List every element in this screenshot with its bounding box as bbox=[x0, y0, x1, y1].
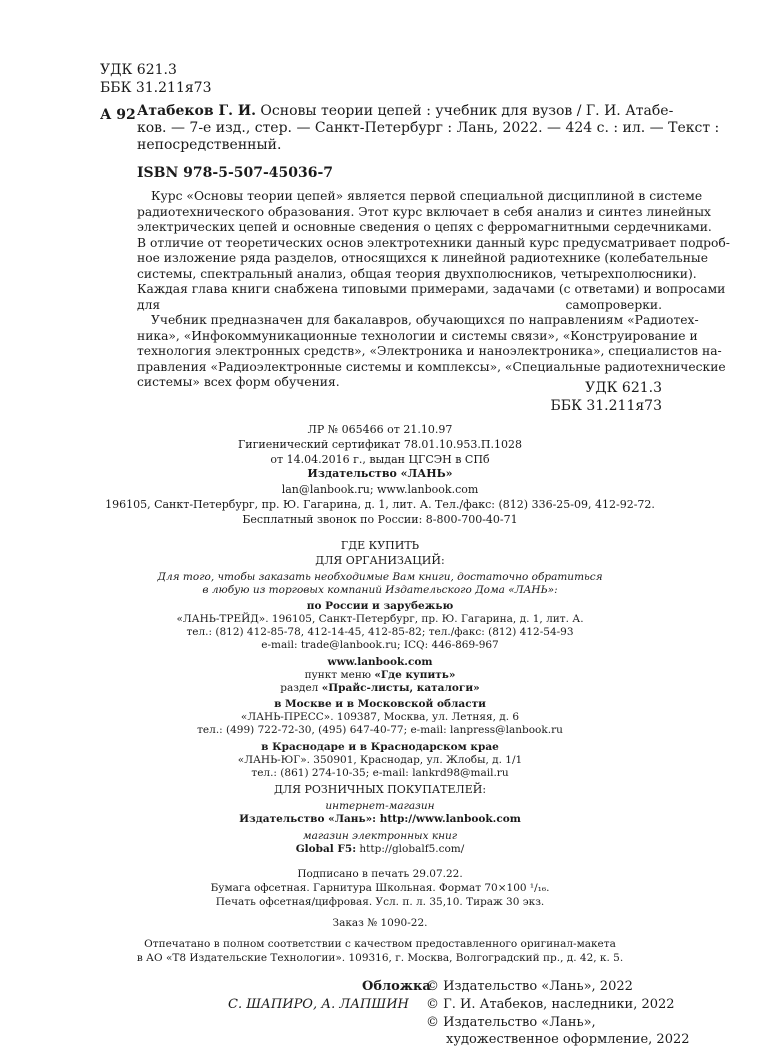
copyright-line: © Издательство «Лань», 2022 bbox=[426, 979, 633, 994]
print-line: Бумага офсетная. Гарнитура Школьная. Формат 70×100 ¹/₁₆. bbox=[210, 882, 550, 894]
order-number: Заказ № 1090-22. bbox=[332, 917, 428, 929]
isbn: ISBN 978-5-507-45036-7 bbox=[137, 165, 334, 181]
bbk-bottom: ББК 31.211я73 bbox=[550, 398, 662, 414]
annotation-line: технология электронных средств», «Электроника и наноэлектроника», специалистов на- bbox=[137, 344, 722, 358]
bbk-top: ББК 31.211я73 bbox=[100, 80, 212, 96]
annotation-line: радиотехнического образования. Этот курс включает в себя анализ и синтез линейных bbox=[137, 204, 711, 219]
region-title: в Краснодаре и в Краснодарском крае bbox=[261, 741, 499, 753]
annotation-line: электрических цепей и основные сведения о цепях с ферромагнитными сердечниками. bbox=[137, 220, 712, 234]
publisher-name: Издательство «ЛАНЬ» bbox=[307, 467, 453, 480]
annotation-line: Каждая глава книги снабжена типовыми примерами, задачами (с ответами) и вопросами bbox=[137, 282, 726, 296]
region-title: по России и зарубежью bbox=[306, 600, 454, 612]
license-line: ЛР № 065466 от 21.10.97 bbox=[307, 423, 453, 436]
publisher-address: 196105, Санкт-Петербург, пр. Ю. Гагарина, д. 1, лит. А. Тел./факс: (812) 336-25-09, 412-92-72. bbox=[105, 498, 655, 511]
org-note-line: в любую из торговых компаний Издательского Дома «ЛАНЬ»: bbox=[202, 584, 558, 596]
region-title: в Москве и в Московской области bbox=[274, 698, 486, 710]
retail-value: Издательство «Лань»: http://www.lanbook.com bbox=[239, 813, 521, 825]
region-title: www.lanbook.com bbox=[327, 656, 433, 668]
retail-heading: ДЛЯ РОЗНИЧНЫХ ПОКУПАТЕЛЕЙ: bbox=[273, 783, 487, 796]
for-organizations-heading: ДЛЯ ОРГАНИЗАЦИЙ: bbox=[315, 554, 445, 567]
copyright-line: © Издательство «Лань», bbox=[426, 1015, 596, 1030]
license-line: от 14.04.2016 г., выдан ЦГСЭН в СПб bbox=[270, 453, 490, 466]
license-line: Гигиенический сертификат 78.01.10.953.П.1028 bbox=[237, 438, 522, 451]
annotation-line: ника», «Инфокоммуникационные технологии и системы связи», «Конструирование и bbox=[137, 328, 698, 343]
region-line: тел.: (861) 274-10-35; e-mail: lankrd98@mail.ru bbox=[251, 767, 509, 779]
retail-label: интернет-магазин bbox=[325, 800, 435, 812]
annotation-line: ное изложение ряда разделов, относящихся к линейной радиотехнике (колебательные bbox=[137, 251, 708, 265]
annotation-line: В отличие от теоретических основ электротехники данный курс предусматривает подроб- bbox=[137, 235, 730, 250]
region-line: «ЛАНЬ-ПРЕСС». 109387, Москва, ул. Летняя, д. 6 bbox=[240, 711, 520, 723]
udc-bottom: УДК 621.3 bbox=[585, 380, 662, 396]
annotation-line: Курс «Основы теории цепей» является первой специальной дисциплиной в системе bbox=[151, 189, 703, 203]
where-to-buy-heading: ГДЕ КУПИТЬ bbox=[340, 539, 420, 552]
annotation-line: системы, спектральный анализ, общая теория двухполюсников, четырехполюсники). bbox=[137, 266, 697, 281]
retail-value: Global F5: http://globalf5.com/ bbox=[295, 843, 465, 855]
printer-line: Отпечатано в полном соответствии с качеством предоставленного оригинал-макета bbox=[144, 938, 616, 950]
bib-line: ков. — 7-е изд., стер. — Санкт-Петербург : Лань, 2022. — 424 с. : ил. — Текст : bbox=[137, 120, 720, 136]
region-line: пункт меню «Где купить» bbox=[304, 669, 456, 681]
region-line: тел.: (499) 722-72-30, (495) 647-40-77; e-mail: lanpress@lanbook.ru bbox=[197, 724, 563, 736]
copyright-line: © Г. И. Атабеков, наследники, 2022 bbox=[426, 997, 675, 1012]
annotation-line: системы» всех форм обучения. bbox=[137, 375, 340, 389]
region-line: тел.: (812) 412-85-78, 412-14-45, 412-85-82; тел./факс: (812) 412-54-93 bbox=[186, 626, 574, 638]
cover-label: Обложка bbox=[362, 979, 431, 994]
printer-line: в АО «Т8 Издательские Технологии». 109316, г. Москва, Волгоградский пр., д. 42, к. 5. bbox=[136, 952, 624, 964]
publisher-phone: Бесплатный звонок по России: 8-800-700-40-71 bbox=[242, 513, 518, 526]
author-sign: А 92 bbox=[100, 107, 136, 123]
region-line: раздел «Прайс-листы, каталоги» bbox=[280, 682, 480, 694]
annotation-line: для самопроверки. bbox=[137, 297, 662, 312]
annotation bbox=[137, 189, 730, 391]
retail-label: магазин электронных книг bbox=[302, 830, 458, 842]
region-line: «ЛАНЬ-ЮГ». 350901, Краснодар, ул. Жлобы, д. 1/1 bbox=[237, 754, 523, 766]
bib-line: непосредственный. bbox=[137, 137, 282, 153]
annotation-line: правления «Радиоэлектронные системы и комплексы», «Специальные радиотехнические bbox=[137, 359, 726, 374]
cover-authors: С. ШАПИРО, А. ЛАПШИН bbox=[228, 997, 409, 1012]
publisher-contacts: lan@lanbook.ru; www.lanbook.com bbox=[281, 483, 479, 496]
print-line: Подписано в печать 29.07.22. bbox=[297, 868, 463, 880]
region-line: e-mail: trade@lanbook.ru; ICQ: 446-869-967 bbox=[261, 639, 499, 651]
bib-line: Атабеков Г. И. Основы теории цепей : учебник для вузов / Г. И. Атабе- bbox=[137, 103, 674, 119]
print-line: Печать офсетная/цифровая. Усл. п. л. 35,10. Тираж 30 экз. bbox=[215, 896, 545, 908]
bibliographic-record bbox=[137, 103, 720, 154]
org-note-line: Для того, чтобы заказать необходимые Вам книги, достаточно обратиться bbox=[157, 571, 603, 583]
udc-top: УДК 621.3 bbox=[100, 62, 177, 78]
region-line: «ЛАНЬ-ТРЕЙД». 196105, Санкт-Петербург, пр. Ю. Гагарина, д. 1, лит. А. bbox=[176, 613, 584, 625]
copyright-line: художественное оформление, 2022 bbox=[446, 1032, 690, 1047]
annotation-line: Учебник предназначен для бакалавров, обучающихся по направлениям «Радиотех- bbox=[151, 313, 699, 327]
